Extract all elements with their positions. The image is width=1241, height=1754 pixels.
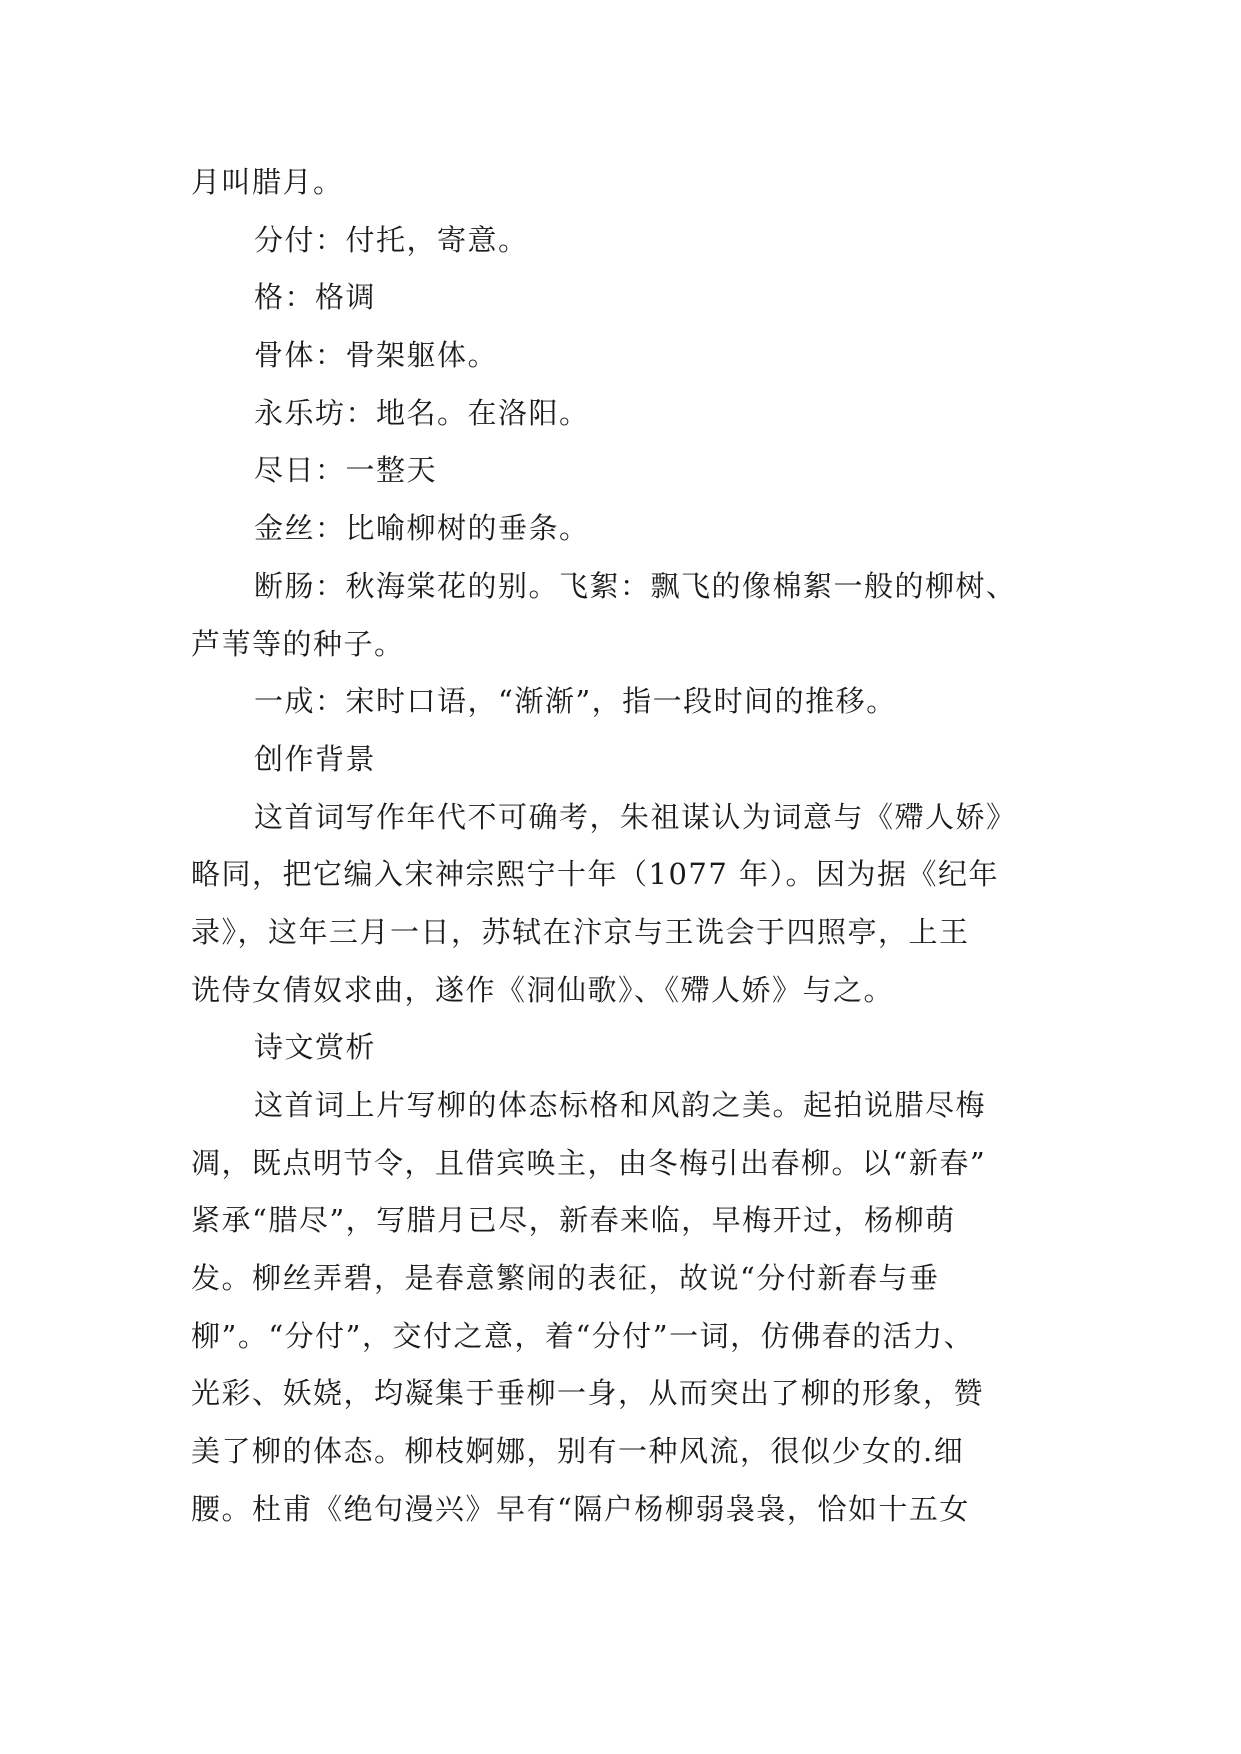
text-line: 这首词上片写柳的体态标格和风韵之美。起拍说腊尽梅: [254, 1088, 987, 1122]
section-heading: 创作背景: [254, 741, 377, 776]
text-line: 尽日：一整天: [254, 453, 438, 488]
text-line: 格：格调: [254, 280, 377, 315]
text-line: 月叫腊月。: [191, 165, 344, 199]
text-line: 发。柳丝弄碧，是春意繁闹的表征，故说“分付新春与垂: [191, 1261, 940, 1296]
text-line: 芦苇等的种子。: [191, 626, 405, 661]
text-line: 腰。杜甫《绝句漫兴》早有“隔户杨柳弱袅袅，恰如十五女: [191, 1491, 970, 1526]
text-line: 金丝：比喻柳树的垂条。: [254, 511, 590, 546]
text-line: 诜侍女倩奴求曲，遂作《洞仙歌》、《殢人娇》与之。: [191, 972, 895, 1007]
body-text: [191, 154, 1051, 1539]
section-heading: 诗文赏析: [254, 1030, 377, 1065]
text-line: 骨体：骨架躯体。: [254, 338, 499, 373]
text-line: 略同，把它编入宋神宗熙宁十年（1077 年）。因为据《纪年: [191, 857, 1000, 892]
text-line: 分付：付托，寄意。: [254, 222, 529, 257]
text-line: 断肠：秋海棠花的别。飞絮：飘飞的像棉絮一般的柳树、: [254, 568, 1017, 603]
text-line: 这首词写作年代不可确考，朱祖谋认为词意与《殢人娇》: [254, 799, 1017, 834]
text-line: 光彩、妖娆，均凝集于垂柳一身，从而突出了柳的形象，赞: [191, 1376, 985, 1411]
text-line: 录》，这年三月一日，苏轼在汴京与王诜会于四照亭，上王: [191, 914, 970, 949]
text-line: 凋，既点明节令，且借宾唤主，由冬梅引出春柳。以“新春”: [191, 1145, 987, 1180]
text-line: 紧承“腊尽”，写腊月已尽，新春来临，早梅开过，杨柳萌: [191, 1203, 956, 1238]
text-line: 一成：宋时口语，“渐渐”，指一段时间的推移。: [254, 684, 897, 719]
text-line: 美了柳的体态。柳枝婀娜，别有一种风流，很似少女的.细: [191, 1434, 965, 1469]
text-line: 柳”。“分付”，交付之意，着“分付”一词，仿佛春的活力、: [191, 1318, 975, 1353]
text-line: 永乐坊：地名。在洛阳。: [254, 395, 590, 430]
